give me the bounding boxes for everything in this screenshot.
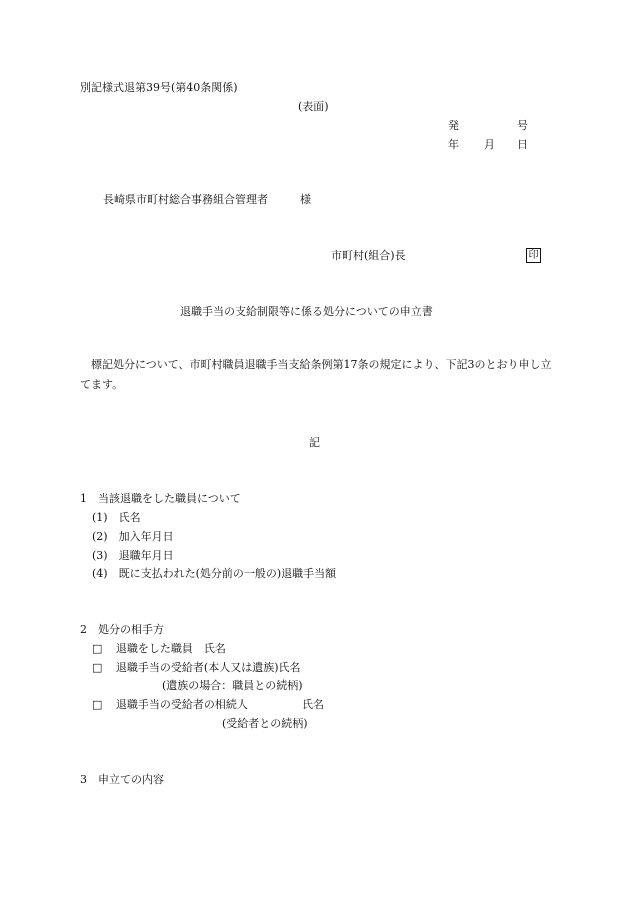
document-title: 退職手当の支給制限等に係る処分についての申立書 xyxy=(180,305,433,318)
section2-heading: 2 処分の相手方 xyxy=(80,623,164,636)
form-id: 別記様式退第39号(第40条関係) xyxy=(80,81,238,94)
checkbox-3[interactable]: □ xyxy=(92,698,103,711)
addressee-honorific: 様 xyxy=(300,193,311,206)
option-2-note: (遺族の場合：職員との続柄) xyxy=(162,679,303,692)
checkbox-1[interactable]: □ xyxy=(92,642,103,655)
option-retired-employee xyxy=(92,643,226,654)
issue-go: 号 xyxy=(517,119,528,132)
issue-hatsu: 発 xyxy=(448,119,459,132)
date-day: 日 xyxy=(517,138,528,151)
option-3-note: (受給者との続柄) xyxy=(222,717,308,730)
date-month: 月 xyxy=(484,138,495,151)
side-label: (表面) xyxy=(298,100,329,113)
section1-item-1: (1) 氏名 xyxy=(92,511,141,524)
section1-item-4: (4) 既に支払われた(処分前の一般の)退職手当額 xyxy=(92,567,337,580)
section1-item-3: (3) 退職年月日 xyxy=(92,549,174,562)
ki-label: 記 xyxy=(309,436,320,449)
option-recipient xyxy=(92,662,301,673)
checkbox-2[interactable]: □ xyxy=(92,661,103,674)
option-1-label: 退職をした職員 氏名 xyxy=(115,642,226,655)
option-2-label: 退職手当の受給者(本人又は遺族)氏名 xyxy=(115,661,301,674)
addressee-name: 長崎県市町村総合事務組合管理者 xyxy=(103,193,268,206)
body-text: 標記処分について、市町村職員退職手当支給条例第17条の規定により、下記3のとおり申し立てます。 xyxy=(80,358,552,391)
sender-title: 市町村(組合)長 xyxy=(331,249,406,262)
option-heir xyxy=(92,699,248,710)
option-3-name-label: 氏名 xyxy=(302,698,324,711)
section1-heading: 1 当該退職をした職員について xyxy=(80,492,241,505)
seal-mark: 印 xyxy=(526,248,541,263)
section3-heading: 3 申立ての内容 xyxy=(80,773,164,786)
section1-item-2: (2) 加入年月日 xyxy=(92,530,174,543)
date-year: 年 xyxy=(448,138,459,151)
option-3-label: 退職手当の受給者の相続人 xyxy=(115,698,248,711)
